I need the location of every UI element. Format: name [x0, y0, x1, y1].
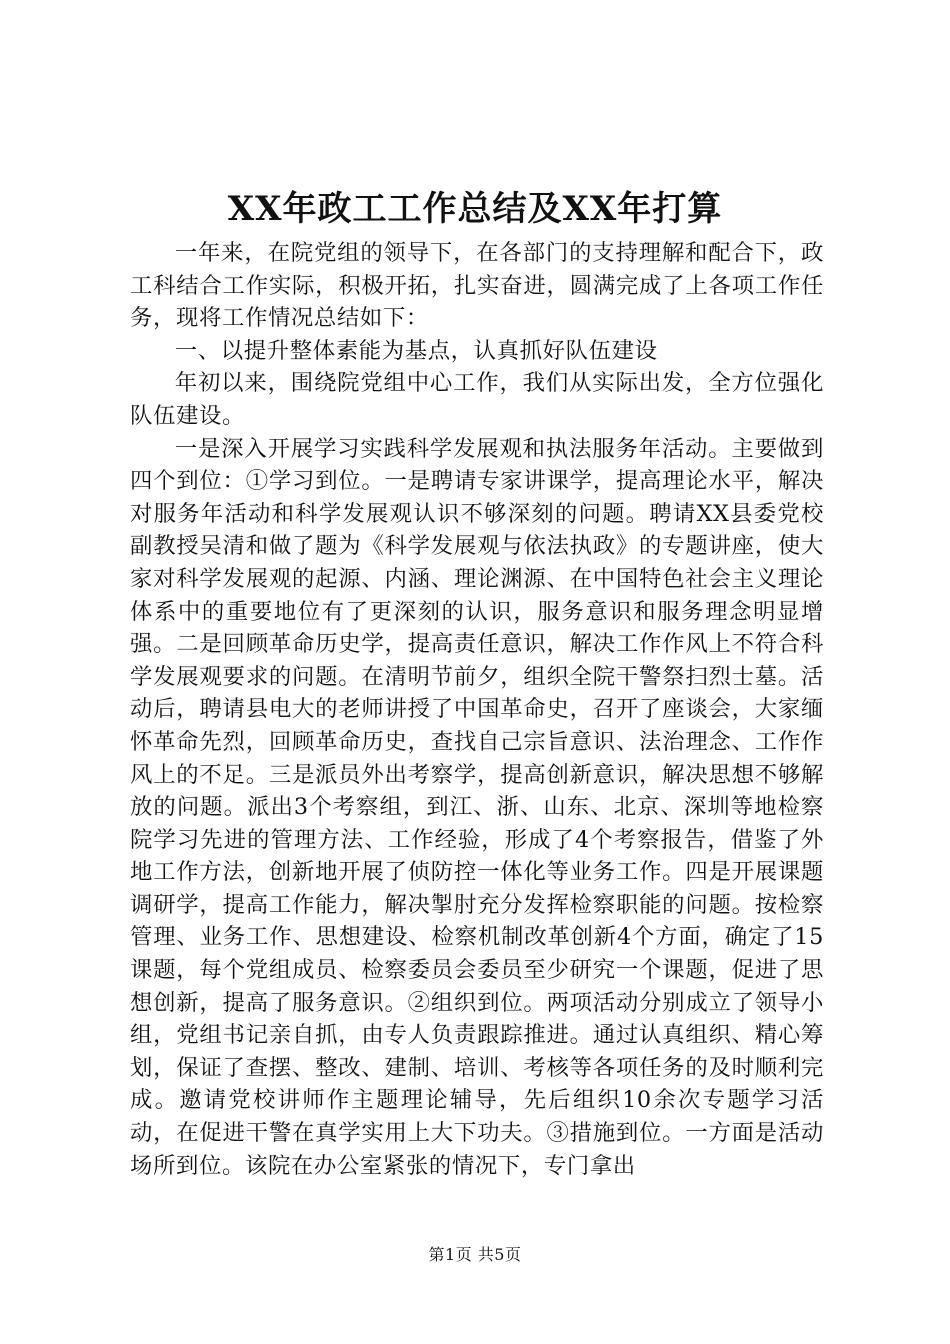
paragraph-section-heading: 一、以提升整体素能为基点，认真抓好队伍建设 — [174, 337, 658, 364]
page-footer: 第1页 共5页 — [428, 1245, 522, 1264]
paragraph-intro: 一年来，在院党组的领导下，在各部门的支持理解和配合下，政工科结合工作实际，积极开拓，扎实奋进，圆满完成了上各项工作任务，现将工作情况总结如下： — [130, 240, 824, 332]
paragraph-activities: 一是深入开展学习实践科学发展观和执法服务年活动。主要做到四个到位：①学习到位。一是聘请专家讲课学，提高理论水平，解决对服务年活动和科学发展观认识不够深刻的问题。聘请XX县委党校副教授吴清和做了题为《科学发展观与依法执政》的专题讲座，使大家对科学发展观的起源、内涵、理论渊源、在中国特色社会主义理论体系中的重要地位有了更深刻的认识，服务意识和服务理念明显增强。二是回顾革命历史学，提高责任意识，解决工作作风上不符合科学发展观要求的问题。在清明节前夕，组织全院干警祭扫烈士墓。活动后，聘请县电大的老师讲授了中国革命史，召开了座谈会，大家缅怀革命先烈，回顾革命历史，查找自己宗旨意识、法治理念、工作作风上的不足。三是派员外出考察学，提高创新意识，解决思想不够解放的问题。派出3个考察组，到江、浙、山东、北京、深圳等地检察院学习先进的管理方法、工作经验，形成了4个考察报告，借鉴了外地工作方法，创新地开展了侦防控一体化等业务工作。四是开展课题调研学，提高工作能力，解决掣肘充分发挥检察职能的问题。按检察管理、业务工作、思想建设、检察机制改革创新4个方面，确定了15课题，每个党组成员、检察委员会委员至少研究一个课题，促进了思想创新，提高了服务意识。②组织到位。两项活动分别成立了领导小组，党组书记亲自抓，由专人负责跟踪推进。通过认真组织、精心筹划，保证了查摆、整改、建制、培训、考核等各项任务的及时顺利完成。邀请党校讲师作主题理论辅导，先后组织10余次专题学习活动，在促进干警在真学实用上大下功夫。③措施到位。一方面是活动场所到位。该院在办公室紧张的情况下，专门拿出 — [130, 435, 824, 1179]
document-body — [130, 237, 824, 1182]
document-title: XX年政工工作总结及XX年打算 — [227, 189, 723, 229]
paragraph-team-building: 年初以来，围绕院党组中心工作，我们从实际出发，全方位强化队伍建设。 — [130, 370, 824, 429]
